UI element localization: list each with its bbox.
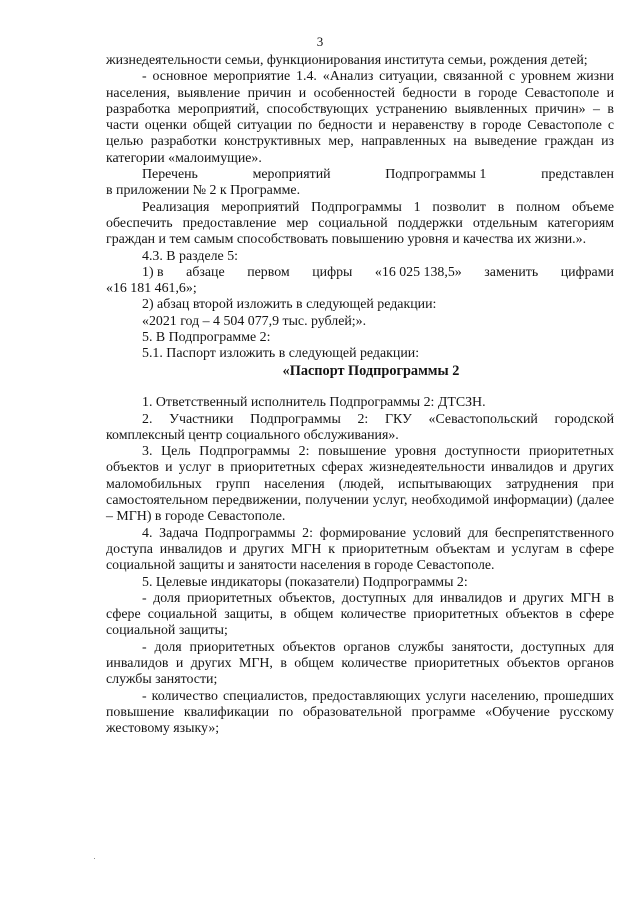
paragraph-6-word: первом [247,264,290,280]
paragraph-16: - доля приоритетных объектов, доступных для инвалидов и других МГН в сфере социальной защиты, в общем количестве приоритетных объектов в сфере социальной защиты; [106,590,614,639]
paragraph-7: 2) абзац второй изложить в следующей редакции: [142,297,437,313]
paragraph-3-word: Подпрограммы 1 [385,167,487,183]
scan-speck [94,858,95,859]
paragraph-3-rest: в приложении № 2 к Программе. [106,183,301,199]
paragraph-6-word: цифры [312,264,353,280]
paragraph-4: Реализация мероприятий Подпрограммы 1 позволит в полном объеме обеспечить предоставление мер социальной поддержки отдельным категориям граждан и тем самым способствовать повышению уровня и качества их жизни.». [106,199,614,248]
paragraph-6-word: заменить [484,264,539,280]
document-body [106,53,614,737]
paragraph-3-word: представлен [541,167,614,183]
paragraph-14: 4. Задача Подпрограммы 2: формирование условий для беспрепятственного доступа инвалидов и других МГН к приоритетным объектам и услугам в сфере социальной защиты и занятости населения в городе Севастополе. [106,525,614,574]
paragraph-6-first-line [106,265,614,281]
paragraph-2: - основное мероприятие 1.4. «Анализ ситуации, связанной с уровнем жизни населения, выявление причин и особенностей бедности в городе Севастополе и разработка мероприятий, способствующих устранению выявленных причин» – в части оценки общей ситуации по бедности и неравенству в городе Севастополе с целью разработки конструктивных мер, направленных на выведение граждан из категории «малоимущие». [106,69,614,166]
paragraph-12: 2. Участники Подпрограммы 2: ГКУ «Севастопольский городской комплексный центр социального обслуживания». [106,411,614,443]
paragraph-10: 5.1. Паспорт изложить в следующей редакции: [142,346,420,362]
paragraph-15: 5. Целевые индикаторы (показатели) Подпрограммы 2: [142,574,468,590]
paragraph-6-word: абзаце [186,264,225,280]
paragraph-17: - доля приоритетных объектов органов службы занятости, доступных для инвалидов и других МГН, в общем количестве приоритетных объектов органов службы занятости; [106,639,614,688]
paragraph-18: - количество специалистов, предоставляющих услуги населению, прошедших повышение квалификации по образовательной программе «Обучение русскому жестовому языку»; [106,688,614,737]
paragraph-8: «2021 год – 4 504 077,9 тыс. рублей;». [142,313,367,329]
paragraph-3-word: Перечень [142,167,198,183]
paragraph-6-word: цифрами [560,264,614,280]
paragraph-6-rest: «16 181 461,6»; [106,281,197,297]
blank-line [106,379,614,395]
page-number: 3 [316,34,324,49]
paragraph-9: 5. В Подпрограмме 2: [142,330,271,346]
passport-heading: «Паспорт Подпрограммы 2 [282,362,460,379]
paragraph-5: 4.3. В разделе 5: [142,248,238,264]
paragraph-13: 3. Цель Подпрограммы 2: повышение уровня доступности приоритетных объектов и услуг в приоритетных сферах жизнедеятельности инвалидов и других маломобильных групп населения (людей, испытывающих затруднения при самостоятельном передвижении, получении услуг, необходимой информации) (далее – МГН) в городе Севастополе. [106,444,614,525]
paragraph-6-word: «16 025 138,5» [374,264,462,280]
paragraph-6-word: 1) в [142,264,164,280]
paragraph-11: 1. Ответственный исполнитель Подпрограммы 2: ДТСЗН. [142,395,486,411]
paragraph-3-first-line [106,167,614,183]
paragraph-3-word: мероприятий [252,167,331,183]
paragraph-1: жизнедеятельности семьи, функционирования института семьи, рождения детей; [106,53,588,68]
